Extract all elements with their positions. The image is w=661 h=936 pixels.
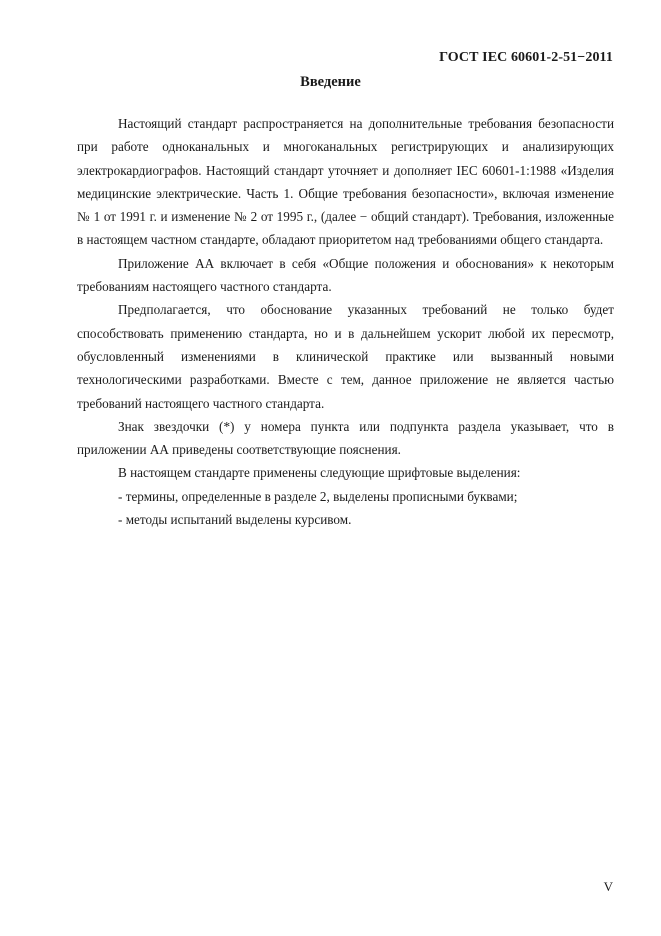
document-code-header: ГОСТ IEC 60601-2-51−2011	[439, 50, 613, 65]
list-item-test-methods: - методы испытаний выделены курсивом.	[118, 512, 352, 528]
page-number: V	[603, 879, 613, 894]
paragraph-rationale: Предполагается, что обоснование указанных требований не только будет способствовать применению стандарта, но и в дальнейшем ускорит любой их пересмотр, обусловленный изменениями в клинической практике или вызванный новыми технологическими разработками. Вместе с тем, данное приложение не является частью требований настоящего частного стандарта.	[77, 302, 614, 411]
paragraph-typography-intro: В настоящем стандарте применены следующие шрифтовые выделения:	[118, 465, 521, 481]
list-item-terms: - термины, определенные в разделе 2, выделены прописными буквами;	[118, 488, 518, 504]
paragraph-scope: Настоящий стандарт распространяется на дополнительные требования безопасности при работе одноканальных и многоканальных регистрирующих и анализирующих электрокардиографов. Настоящий стандарт уточняет и дополняет IEC 60601-1:1988 «Изделия медицинские электрические. Часть 1. Общие требования безопасности», включая изменение № 1 от 1991 г. и изменение № 2 от 1995 г., (далее − общий стандарт). Требования, изложенные в настоящем частном стандарте, обладают приоритетом над требованиями общего стандарта.	[77, 116, 614, 248]
section-title: Введение	[300, 74, 361, 90]
body-text	[77, 112, 614, 531]
paragraph-annex-aa: Приложение АА включает в себя «Общие положения и обоснования» к некоторым требованиям настоящего частного стандарта.	[77, 255, 614, 295]
paragraph-asterisk: Знак звездочки (*) у номера пункта или подпункта раздела указывает, что в приложении АА приведены соответствующие пояснения.	[77, 418, 614, 458]
